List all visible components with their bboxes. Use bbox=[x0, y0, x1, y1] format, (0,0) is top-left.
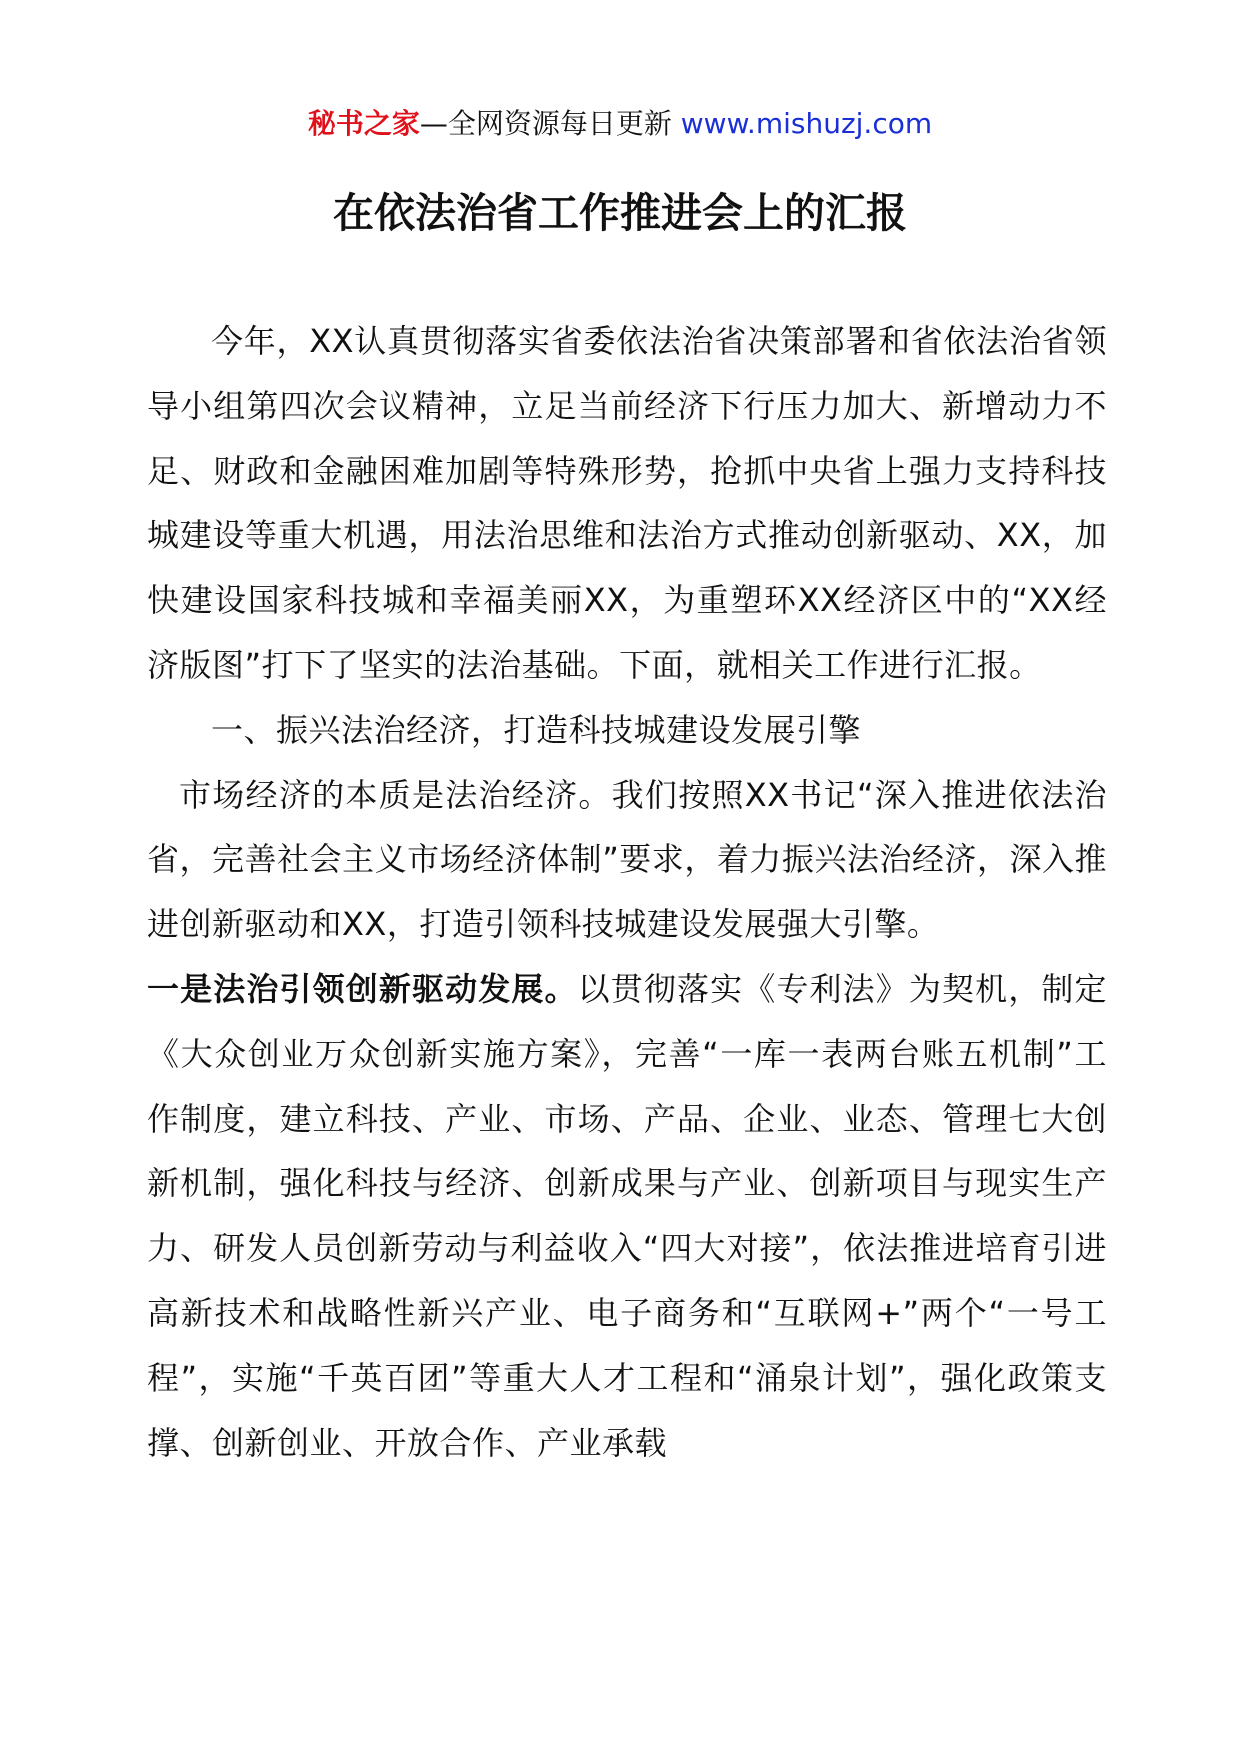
brand-name: 秘书之家 bbox=[307, 107, 420, 140]
point-lead: 一是法治引领创新驱动发展。 bbox=[147, 969, 578, 1008]
intro-paragraph: 今年，XX认真贯彻落实省委依法治省决策部署和省依法治省领导小组第四次会议精神，立足当前经济下行压力加大、新增动力不足、财政和金融困难加剧等特殊形势，抢抓中央省上强力支持科技城建设等重大机遇，用法治思维和法治方式推动创新驱动、XX，加快建设国家科技城和幸福美丽XX，为重塑环XX经济区中的“XX经济版图”打下了坚实的法治基础。下面，就相关工作进行汇报。 bbox=[147, 322, 1107, 684]
point-text: 以贯彻落实《专利法》为契机，制定《大众创业万众创新实施方案》，完善“一库一表两台账五机制”工作制度，建立科技、产业、市场、产品、企业、业态、管理七大创新机制，强化科技与经济、创新成果与产业、创新项目与现实生产力、研发人员创新劳动与利益收入“四大对接”，依法推进培育引进高新技术和战略性新兴产业、电子商务和“互联网+”两个“一号工程”，实施“千英百团”等重大人才工程和“涌泉计划”，强化政策支撑、创新创业、开放合作、产业承载 bbox=[147, 969, 1107, 1462]
site-url-link[interactable]: www.mishuzj.com bbox=[680, 107, 933, 140]
site-header bbox=[0, 104, 1240, 144]
point-paragraph bbox=[147, 957, 1107, 1475]
section-heading: 一、振兴法治经济，打造科技城建设发展引擎 bbox=[211, 710, 862, 749]
header-tagline: —全网资源每日更新 bbox=[419, 107, 681, 140]
document-body bbox=[147, 309, 1107, 1475]
section-paragraph: 市场经济的本质是法治经济。我们按照XX书记“深入推进依法治省，完善社会主义市场经济体制”要求，着力振兴法治经济，深入推进创新驱动和XX，打造引领科技城建设发展强大引擎。 bbox=[147, 775, 1107, 944]
document-title: 在依法治省工作推进会上的汇报 bbox=[333, 189, 907, 237]
